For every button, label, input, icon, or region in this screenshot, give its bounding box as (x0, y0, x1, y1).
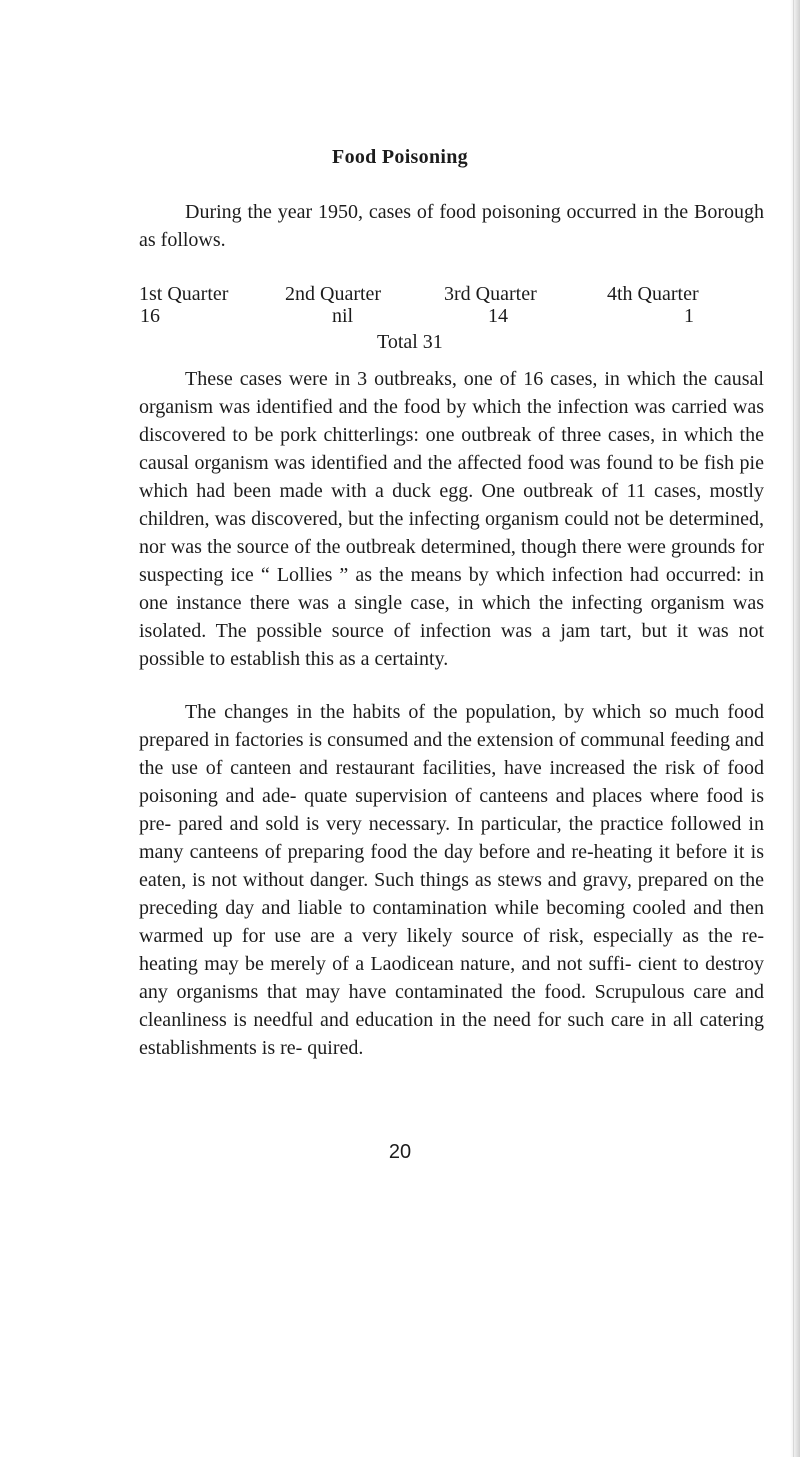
quarter-1-value: 16 (140, 305, 160, 327)
quarter-4-value: 1 (684, 305, 694, 327)
quarter-4-label: 4th Quarter (607, 283, 699, 305)
page-edge (790, 0, 800, 1457)
page-title: Food Poisoning (332, 146, 468, 168)
outbreaks-paragraph: These cases were in 3 outbreaks, one of 16 cases, in which the causal organism was identified and the food by which the infection was carried was discovered to be pork chitterlings: one outbreak of three cases, in which the causal organism was identified and the affected food was found to be fish pie which had been made with a duck egg. One outbreak of 11 cases, mostly children, was discovered, but the infecting organism could not be determined, nor was the source of the outbreak determined, though there were grounds for suspecting ice “ Lollies ” as the means by which infection had occurred: in one instance there was a single case, in which the infecting organism was isolated. The possible source of infection was a jam tart, but it was not possible to establish this as a certainty. (139, 368, 764, 670)
intro-paragraph: During the year 1950, cases of food poisoning occurred in the Borough as follows. (139, 201, 764, 251)
total-cases: Total 31 (377, 331, 443, 353)
quarterly-cases-table (139, 283, 764, 353)
quarter-2-value: nil (332, 305, 354, 327)
quarter-1-label: 1st Quarter (139, 283, 229, 305)
quarter-labels-row (139, 283, 764, 305)
quarter-values-row (139, 305, 764, 327)
quarter-3-value: 14 (488, 305, 508, 327)
habits-paragraph: The changes in the habits of the population, by which so much food prepared in factories is consumed and the extension of communal feeding and the use of canteen and restaurant facilities, have increased the risk of food poisoning and ade- quate supervision of canteens and places where food is pre- pared and sold is very necessary. In particular, the practice followed in many canteens of preparing food the day before and re-heating it before it is eaten, is not without danger. Such things as stews and gravy, prepared on the preceding day and liable to contamination while becoming cooled and then warmed up for use are a very likely source of risk, especially as the re- heating may be merely of a Laodicean nature, and not suffi- cient to destroy any organisms that may have contaminated the food. Scrupulous care and cleanliness is needful and education in the need for such care in all catering establishments is re- quired. (139, 701, 764, 1059)
page-number: 20 (388, 1141, 412, 1163)
quarter-2-label: 2nd Quarter (285, 283, 382, 305)
quarter-3-label: 3rd Quarter (444, 283, 537, 305)
